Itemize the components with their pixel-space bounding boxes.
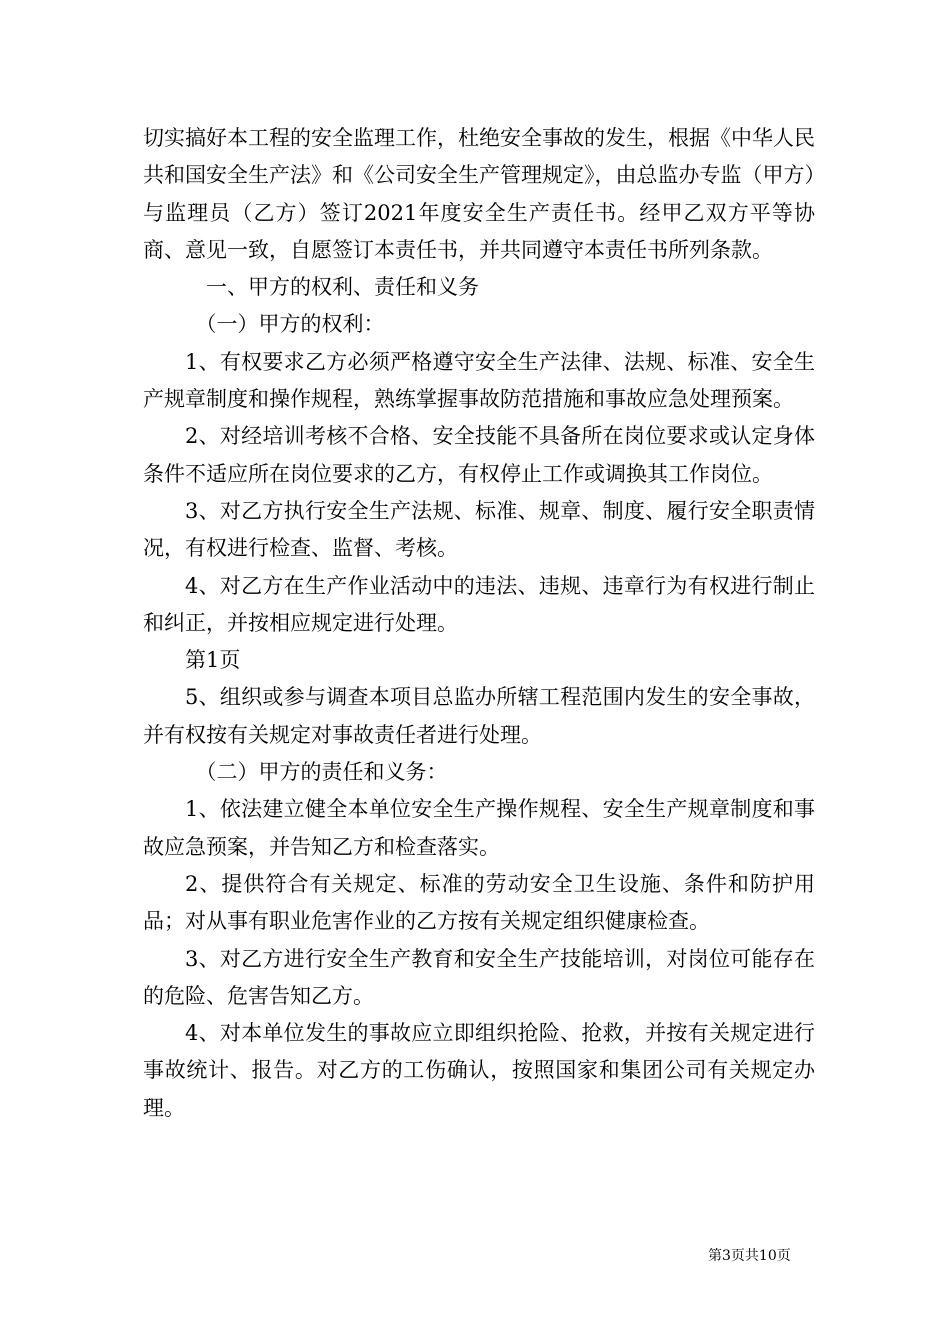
- rights-item-1: 1、有权要求乙方必须严格遵守安全生产法律、法规、标准、安全生产规章制度和操作规程，熟练掌握事故防范措施和事故应急处理预案。: [143, 349, 815, 412]
- rights-item-2: 2、对经培训考核不合格、安全技能不具备所在岗位要求或认定身体条件不适应所在岗位要求的乙方，有权停止工作或调换其工作岗位。: [143, 424, 815, 486]
- subsection-heading-duties: （二）甲方的责任和义务：: [195, 760, 448, 785]
- page-footer: [708, 1247, 791, 1265]
- intro-paragraph: 切实搞好本工程的安全监理工作，杜绝安全事故的发生，根据《中华人民共和国安全生产法》和《公司安全生产管理规定》，由总监办专监（甲方）与监理员（乙方）签订2021年度安全生产责任书。经甲乙双方平等协商、意见一致，自愿签订本责任书，并共同遵守本责任书所列条款。: [143, 126, 815, 262]
- rights-item-4: 4、对乙方在生产作业活动中的违法、违规、违章行为有权进行制止和纠正，并按相应规定进行处理。: [143, 573, 815, 635]
- rights-item-3: 3、对乙方执行安全生产法规、标准、规章、制度、履行安全职责情况，有权进行检查、监督、考核。: [143, 498, 815, 561]
- duties-item-1: 1、依法建立健全本单位安全生产操作规程、安全生产规章制度和事故应急预案，并告知乙方和检查落实。: [143, 797, 815, 859]
- section-heading-party-a: 一、甲方的权利、责任和义务: [206, 275, 479, 300]
- duties-item-3: 3、对乙方进行安全生产教育和安全生产技能培训，对岗位可能存在的危险、危害告知乙方。: [143, 946, 815, 1008]
- rights-item-5: 5、组织或参与调查本项目总监办所辖工程范围内发生的安全事故，并有权按有关规定对事故责任者进行处理。: [143, 685, 815, 747]
- inline-page-marker: 第1页: [185, 648, 241, 673]
- page-number-label: 第3页共10页: [708, 1248, 791, 1264]
- document-body: [143, 120, 815, 1127]
- duties-item-2: 2、提供符合有关规定、标准的劳动安全卫生设施、条件和防护用品；对从事有职业危害作业的乙方按有关规定组织健康检查。: [143, 871, 815, 934]
- duties-item-4: 4、对本单位发生的事故应立即组织抢险、抢救，并按有关规定进行事故统计、报告。对乙方的工伤确认，按照国家和集团公司有关规定办理。: [143, 1021, 815, 1120]
- subsection-heading-rights: （一）甲方的权利：: [195, 312, 385, 337]
